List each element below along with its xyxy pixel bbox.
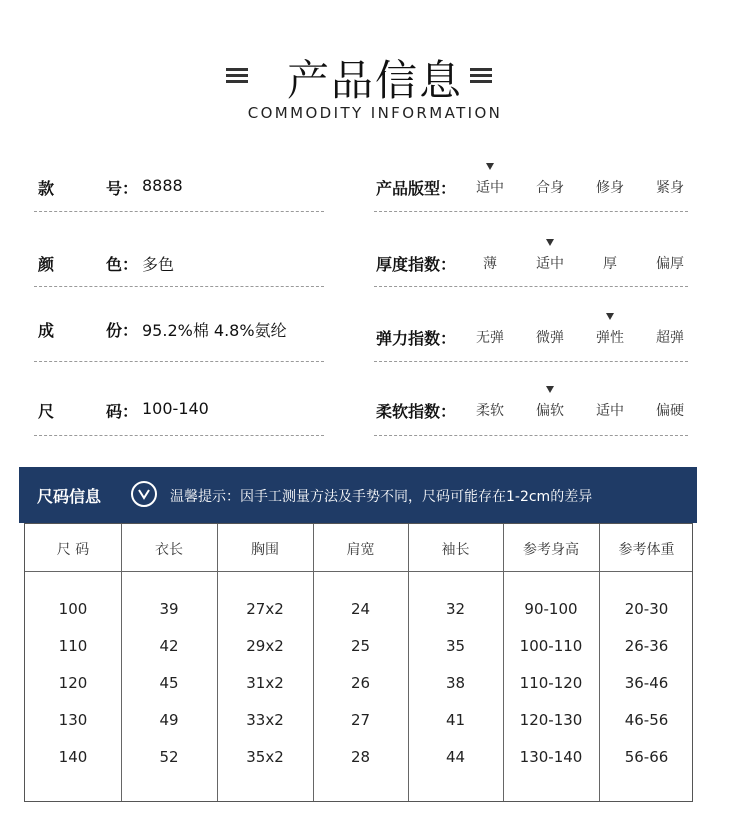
table-cell: 120 bbox=[58, 674, 88, 692]
field-label-second: 份： bbox=[106, 321, 139, 340]
attribute-label: 弹力指数： bbox=[376, 329, 457, 348]
table-cell: 26 bbox=[350, 674, 371, 692]
table-cell: 25 bbox=[350, 637, 371, 655]
table-cell: 45 bbox=[159, 674, 179, 692]
table-cell: 29x2 bbox=[246, 637, 284, 655]
dashed-divider bbox=[34, 211, 324, 212]
attribute-option: 合身 bbox=[536, 180, 564, 196]
attribute-option: 弹性 bbox=[596, 330, 624, 346]
table-cell: 46-56 bbox=[624, 711, 669, 729]
chevron-down-circle-icon bbox=[131, 481, 157, 507]
table-cell: 28 bbox=[350, 748, 371, 766]
table-cell: 27x2 bbox=[246, 600, 284, 618]
attribute-option: 超弹 bbox=[656, 330, 684, 346]
table-cell: 33x2 bbox=[246, 711, 284, 729]
size-table bbox=[24, 523, 693, 802]
selected-indicator-icon bbox=[606, 313, 614, 320]
field-row bbox=[38, 252, 338, 274]
field-value: 8888 bbox=[142, 176, 183, 195]
page-subtitle: COMMODITY INFORMATION bbox=[247, 104, 503, 122]
table-cell: 130 bbox=[58, 711, 88, 729]
table-header-cell: 尺 码 bbox=[56, 542, 90, 558]
table-cell: 52 bbox=[159, 748, 179, 766]
table-cell: 110 bbox=[58, 637, 88, 655]
field-row bbox=[38, 318, 338, 340]
table-cell: 42 bbox=[159, 637, 179, 655]
table-cell: 90-100 bbox=[524, 600, 578, 618]
field-label-first: 尺 bbox=[38, 402, 55, 421]
table-header-cell: 肩宽 bbox=[346, 542, 375, 558]
field-row bbox=[38, 176, 338, 198]
attribute-option: 无弹 bbox=[476, 330, 504, 346]
table-cell: 49 bbox=[159, 711, 179, 729]
selected-indicator-icon bbox=[486, 163, 494, 170]
page-header bbox=[0, 48, 750, 148]
field-label-first: 成 bbox=[38, 321, 55, 340]
field-value: 95.2%棉 4.8%氨纶 bbox=[142, 321, 287, 340]
table-cell: 24 bbox=[350, 600, 371, 618]
attribute-label: 产品版型： bbox=[376, 179, 457, 198]
dashed-divider bbox=[34, 361, 324, 362]
table-cell: 100-110 bbox=[519, 637, 583, 655]
attribute-option: 柔软 bbox=[476, 403, 504, 419]
table-cell: 31x2 bbox=[246, 674, 284, 692]
table-cell: 20-30 bbox=[624, 600, 669, 618]
table-cell: 56-66 bbox=[624, 748, 669, 766]
table-cell: 100 bbox=[58, 600, 88, 618]
table-cell: 130-140 bbox=[519, 748, 583, 766]
table-header-cell: 胸围 bbox=[251, 542, 279, 558]
field-label-second: 号： bbox=[106, 179, 139, 198]
table-cell: 26-36 bbox=[624, 637, 669, 655]
header-divider bbox=[25, 571, 692, 572]
attribute-label: 厚度指数： bbox=[376, 255, 457, 274]
field-label-second: 码： bbox=[106, 402, 139, 421]
field-label-second: 色： bbox=[106, 255, 139, 274]
menu-lines-right-icon bbox=[470, 68, 492, 84]
dashed-divider bbox=[374, 435, 688, 436]
table-cell: 36-46 bbox=[624, 674, 669, 692]
size-info-banner bbox=[19, 467, 697, 523]
attribute-option: 厚 bbox=[603, 256, 617, 272]
dashed-divider bbox=[34, 286, 324, 287]
attribute-option: 偏软 bbox=[536, 403, 564, 419]
attribute-option: 适中 bbox=[536, 256, 564, 272]
table-cell: 39 bbox=[159, 600, 179, 618]
field-value: 多色 bbox=[142, 255, 175, 274]
table-cell: 32 bbox=[445, 600, 466, 618]
attribute-option: 薄 bbox=[483, 256, 497, 272]
table-cell: 38 bbox=[445, 674, 466, 692]
attribute-option: 修身 bbox=[596, 180, 624, 196]
table-cell: 120-130 bbox=[519, 711, 583, 729]
page-title: 产品信息 bbox=[286, 56, 463, 105]
selected-indicator-icon bbox=[546, 386, 554, 393]
field-row bbox=[38, 399, 338, 421]
table-header-cell: 参考体重 bbox=[618, 542, 675, 558]
selected-indicator-icon bbox=[546, 239, 554, 246]
table-cell: 41 bbox=[445, 711, 466, 729]
attribute-label: 柔软指数： bbox=[376, 402, 457, 421]
banner-tip: 温馨提示：因手工测量方法及手势不同，尺码可能存在1-2cm的差异 bbox=[170, 489, 593, 505]
table-cell: 35x2 bbox=[246, 748, 284, 766]
dashed-divider bbox=[374, 361, 688, 362]
field-label-first: 颜 bbox=[38, 255, 55, 274]
attribute-option: 适中 bbox=[596, 403, 624, 419]
attribute-option: 紧身 bbox=[656, 180, 684, 196]
table-header-cell: 袖长 bbox=[441, 542, 470, 558]
table-cell: 27 bbox=[350, 711, 371, 729]
table-cell: 35 bbox=[445, 637, 466, 655]
dashed-divider bbox=[34, 435, 324, 436]
field-value: 100-140 bbox=[142, 399, 209, 418]
attribute-option: 适中 bbox=[476, 180, 504, 196]
attribute-option: 偏硬 bbox=[656, 403, 684, 419]
table-cell: 140 bbox=[58, 748, 88, 766]
banner-title: 尺码信息 bbox=[37, 487, 102, 506]
table-cell: 44 bbox=[445, 748, 466, 766]
field-label-first: 款 bbox=[38, 179, 55, 198]
dashed-divider bbox=[374, 286, 688, 287]
table-header-cell: 参考身高 bbox=[523, 542, 579, 558]
table-header-cell: 衣长 bbox=[155, 542, 183, 558]
table-cell: 110-120 bbox=[519, 674, 583, 692]
attribute-option: 微弹 bbox=[536, 330, 564, 346]
attribute-option: 偏厚 bbox=[656, 256, 684, 272]
dashed-divider bbox=[374, 211, 688, 212]
